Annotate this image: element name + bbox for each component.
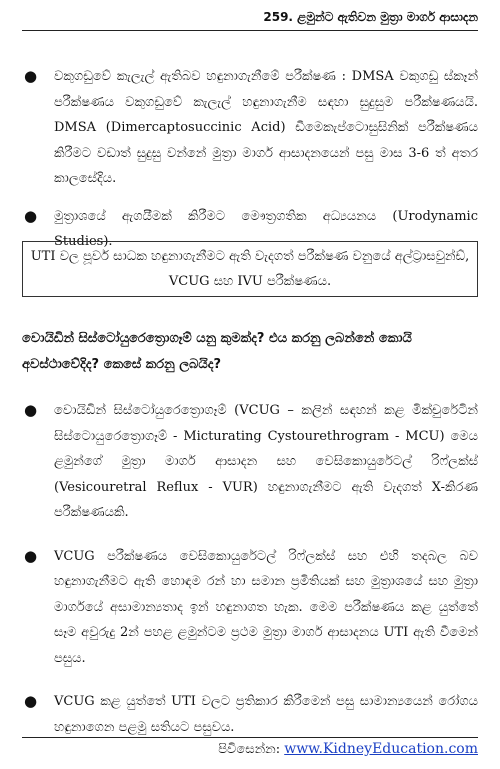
footer-divider: [22, 737, 478, 738]
list-item-text: VCUG කළ යුත්තේ UTI වලට ප්‍රතිකාර කිරීමෙන් පසු සාමාන්‍යයෙන් රෝගය හඳුනාගෙන පළමු සතියට පසුවය.: [54, 694, 478, 735]
list-item-text: වොයිඩින් සිස්ටෝයුරෙත්‍රොගෑම් (VCUG – කලින් සඳහන් කළ මික්චුරේටින් සිස්ටොයුරෙත්‍රොගෑම් - Micturating Cystourethrogram - MCU) මෙය ළමුන්ගේ මුත්‍රා මාර්ග ආසාදන සහ වෙසිකොයුරේටල් රිෆ්ලක්ස් (Vesicouretral Reflux - VUR) හඳුනාගැනීමට ඇති වැදගත් X-කිරණ පරීක්ෂණයකි.: [54, 403, 478, 520]
summary-box: [22, 241, 478, 297]
summary-box-text: UTI වල පූර්ව සාධක හඳුනාගැනීමට ඇති වැදගත් පරීක්ෂණ වනුයේ අල්ට්‍රාසවුන්ඩ්, VCUG සහ IVU පරීක්ෂණය.: [30, 249, 470, 289]
bullet-list-bottom: [22, 398, 478, 740]
footer-label: පිවිසෙන්න:: [218, 742, 285, 757]
bullet-icon: ●: [24, 546, 38, 565]
list-item: [22, 398, 478, 526]
bullet-list-top: [22, 64, 478, 255]
bullet-icon: ●: [24, 401, 38, 419]
bullet-icon: ●: [24, 692, 38, 710]
footer: [218, 741, 478, 757]
bullet-icon: ●: [24, 67, 38, 85]
list-item-text: වකුගඩුවේ කැලැල් ඇතිබව හඳුනාගැනීමේ පරීක්ෂණ : DMSA වකුගඩු ස්කෑන් පරීක්ෂණය වකුගඩුවේ කැලැල් හඳුනාගැනීම සඳහා සුදුසුම පරීක්ෂණයයි. DMSA (Dimercaptosuccinic Acid) ඩීමෙකැප්ටොසුසිනික් පරීක්ෂණය කිරීමට වඩාත් සුදුසු වන්නේ මුත්‍රා මාර්ග ආසාදනයෙන් පසු මාස 3-6 ත් අතර කාලසේදිය.: [54, 69, 478, 186]
website-link[interactable]: www.KidneyEducation.com: [284, 741, 478, 757]
list-item: [22, 689, 478, 740]
page-header: [22, 6, 478, 31]
list-item: [22, 64, 478, 192]
page-header-title: 259. ළමුන්ට ඇතිවන මුත්‍රා මාර්ග ආසාදන: [263, 10, 478, 24]
list-item-text: VCUG පරීක්ෂණය වෙසිකොයුරේටල් රිෆ්ලක්ස් සහ එහි තදබල බව හඳුනාගැනීමට ඇති හොඳම රන් හා සමාන ප්‍රමිතියක් සහ මුත්‍රාශයේ සහ මුත්‍රා මාර්ගයේ අසාමාන්‍යතාද ඉන් හඳුනාගත හැක. මෙම පරීක්ෂණය කළ යුත්තේ සෑම අවුරුදු 2න් පහළ ළමුන්ටම ප්‍රථම මුත්‍රා මාර්ග ආසාදනය UTI ඇති වීමෙන් පසුය.: [54, 548, 478, 666]
section-heading: වොයිඩින් සිස්ටෝයුරෙත්‍රොගෑම් යනු කුමක්ද? එය කරනු ලබන්නේ කොයි අවස්ථාවේදිද? කෙසේ කරනු ලබයිද?: [22, 331, 412, 372]
list-item: [22, 544, 478, 672]
list-item-text: මුත්‍රාශයේ ඇගයීමක් කිරීමට මෞත්‍රගතික අධ්‍යයනය (Urodynamic Studies).: [54, 208, 478, 249]
bullet-icon: ●: [24, 206, 38, 225]
